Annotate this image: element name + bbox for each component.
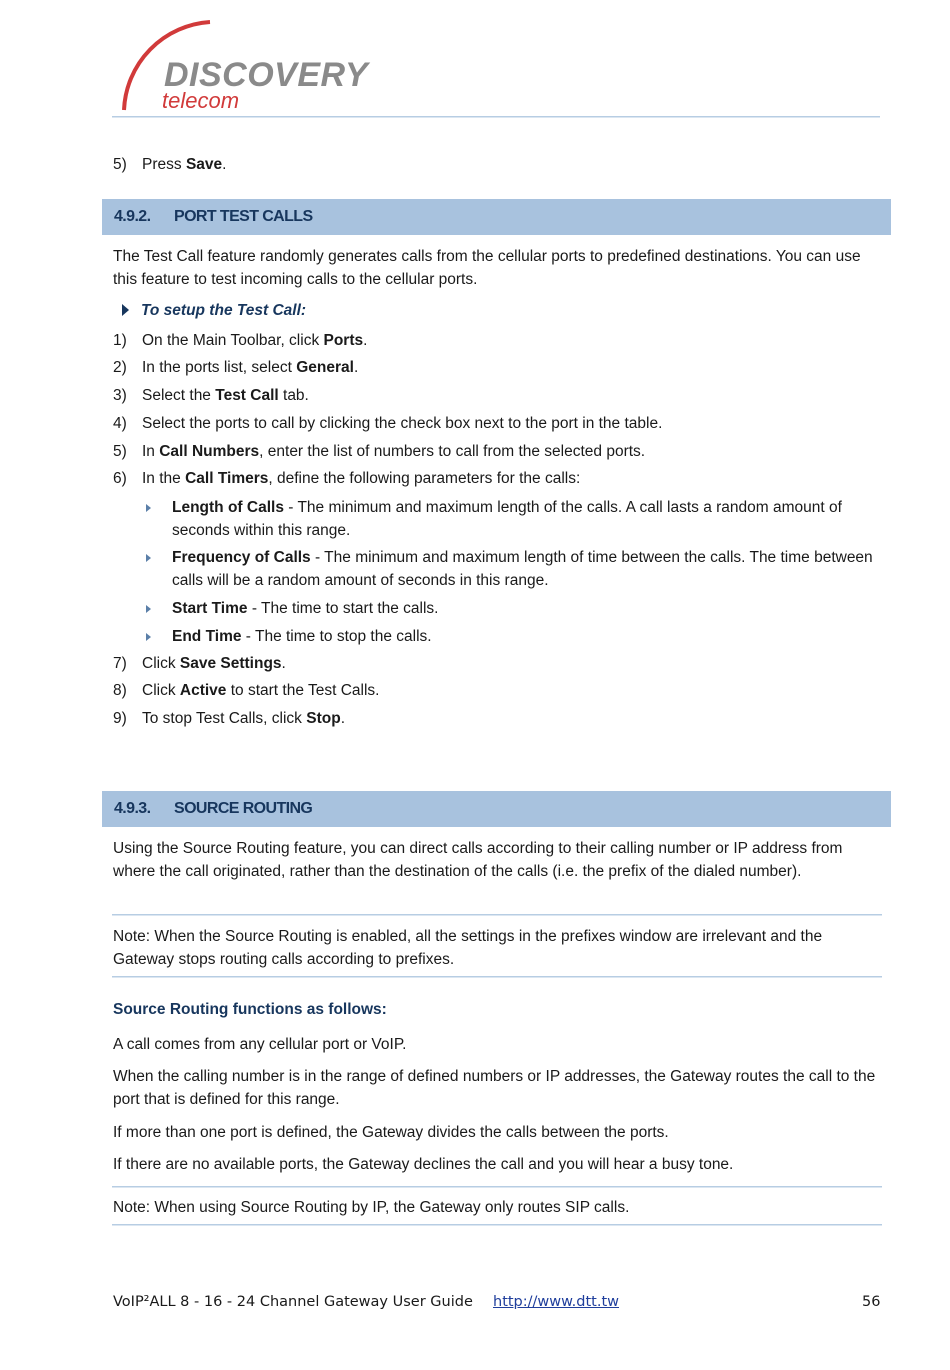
section-heading-source-routing — [102, 791, 891, 827]
paragraph: If more than one port is defined, the Gateway divides the calls between the ports. — [113, 1124, 669, 1141]
triangle-bullet-icon — [122, 304, 129, 316]
intro-step: 5) Press Save. — [113, 156, 227, 173]
sub-bullet-item: End Time - The time to stop the calls. — [146, 625, 876, 648]
paragraph: A call comes from any cellular port or VoIP. — [113, 1036, 407, 1053]
section-title: SOURCE ROUTING — [174, 800, 313, 817]
step-item: 1) On the Main Toolbar, click Ports. — [113, 332, 368, 349]
note-divider-top — [112, 914, 882, 916]
paragraph: If there are no available ports, the Gateway declines the call and you will hear a busy tone. — [113, 1156, 734, 1173]
step-item: 2) In the ports list, select General. — [113, 359, 359, 376]
section-number: 4.9.3. — [114, 800, 151, 817]
small-triangle-icon — [146, 554, 151, 562]
logo-wordmark: DISCOVERY — [164, 56, 369, 94]
section-number: 4.9.2. — [114, 208, 151, 225]
section-title: PORT TEST CALLS — [174, 208, 313, 225]
step-item: 4) Select the ports to call by clicking the check box next to the port in the table. — [113, 415, 663, 432]
sub-bullet-item: Start Time - The time to start the calls. — [146, 597, 876, 620]
step-item: 6) In the Call Timers, define the following parameters for the calls: — [113, 470, 581, 487]
note-box: Note: When using Source Routing by IP, the Gateway only routes SIP calls. — [113, 1199, 630, 1216]
header-divider — [112, 116, 880, 118]
step-item: 8) Click Active to start the Test Calls. — [113, 682, 380, 699]
sub-bullet-item: Frequency of Calls - The minimum and maximum length of time between the calls. The time between calls will be a random amount of seconds in this range. — [146, 546, 876, 592]
note-divider-bottom — [112, 976, 882, 978]
page-number: 56 — [862, 1294, 881, 1310]
section-description: The Test Call feature randomly generates calls from the cellular ports to predefined destinations. You can use this feature to test incoming calls to the cellular ports. — [113, 248, 861, 288]
small-triangle-icon — [146, 605, 151, 613]
functions-heading: Source Routing functions as follows: — [113, 1001, 387, 1018]
step-item: 7) Click Save Settings. — [113, 655, 286, 672]
small-triangle-icon — [146, 504, 151, 512]
footer-link[interactable]: http://www.dtt.tw — [493, 1294, 620, 1310]
note-box: Note: When the Source Routing is enabled, all the settings in the prefixes window are irrelevant and the Gateway stops routing calls according to prefixes. — [113, 928, 823, 968]
note-divider-top — [112, 1186, 882, 1188]
note-divider-bottom — [112, 1224, 882, 1226]
step-item: 3) Select the Test Call tab. — [113, 387, 309, 404]
step-item: 9) To stop Test Calls, click Stop. — [113, 710, 345, 727]
section-heading-port-test-calls — [102, 199, 891, 235]
footer-guide-title: VoIP²ALL 8 - 16 - 24 Channel Gateway User Guide — [113, 1294, 473, 1310]
sub-bullet-item: Length of Calls - The minimum and maximum length of the calls. A call lasts a random amount of seconds within this range. — [146, 496, 876, 542]
section-description: Using the Source Routing feature, you can direct calls according to their calling number or IP address from where the call originated, rather than the destination of the calls (i.e. the prefix of the dialed number). — [113, 840, 843, 880]
procedure-heading: To setup the Test Call: — [122, 302, 306, 320]
step-item: 5) In Call Numbers, enter the list of numbers to call from the selected ports. — [113, 443, 646, 460]
logo-subtitle: telecom — [162, 88, 240, 113]
small-triangle-icon — [146, 633, 151, 641]
paragraph: When the calling number is in the range of defined numbers or IP addresses, the Gateway routes the call to the port that is defined for this range. — [113, 1068, 876, 1108]
